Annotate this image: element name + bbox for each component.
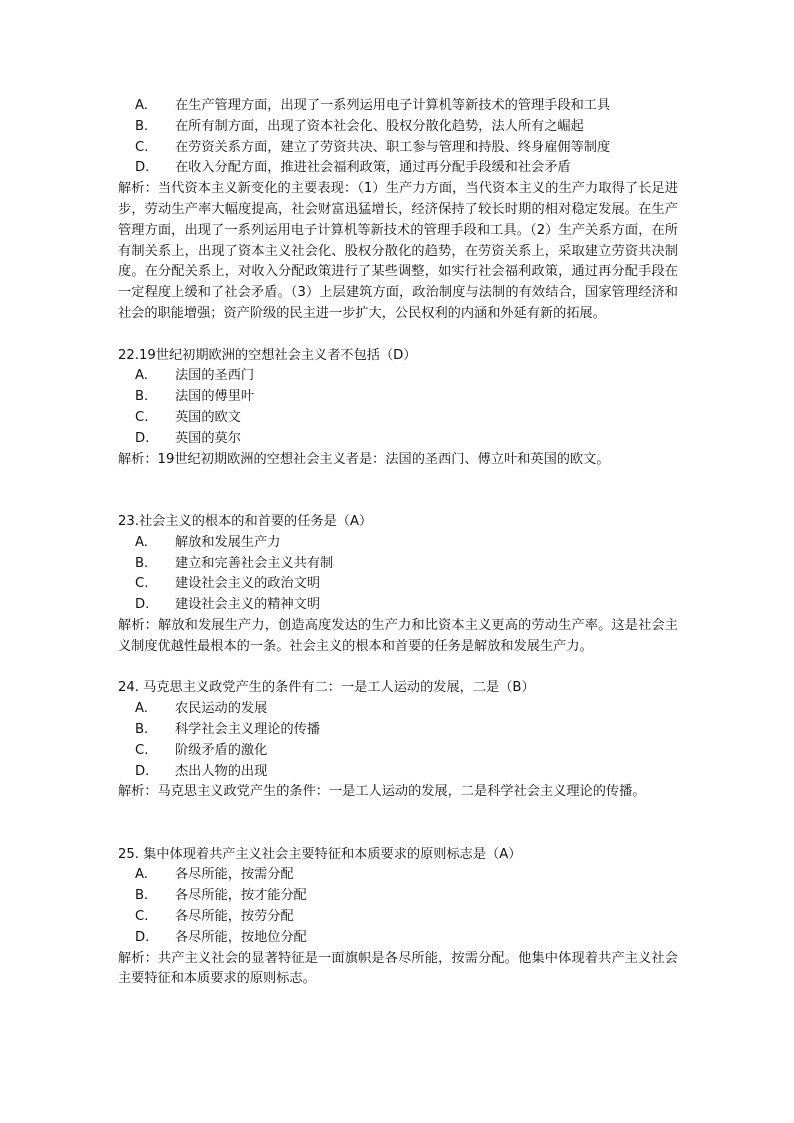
- question-text: 25. 集中体现着共产主义社会主要特征和本质要求的原则标志是（A）: [118, 846, 522, 862]
- option-text: 在生产管理方面，出现了一系列运用电子计算机等新技术的管理手段和工具: [175, 98, 611, 113]
- option-text: 各尽所能，按劳分配: [175, 909, 294, 925]
- option-a: [118, 699, 678, 720]
- option-c: [118, 138, 678, 159]
- option-letter: C.: [135, 909, 149, 925]
- option-letter: D.: [135, 430, 150, 446]
- question-text: 22.19世纪初期欧洲的空想社会主义者不包括（D）: [118, 347, 417, 363]
- option-letter: A.: [135, 368, 148, 384]
- question-22-block: [118, 346, 678, 471]
- option-text: 在劳资关系方面，建立了劳资共决、职工参与管理和持股、终身雇佣等制度: [175, 139, 611, 155]
- question-text: 24. 马克思主义政党产生的条件有二：一是工人运动的发展，二是（B）: [118, 680, 535, 696]
- option-letter: A.: [135, 534, 148, 550]
- option-text: 法国的圣西门: [175, 368, 255, 384]
- option-letter: B.: [135, 389, 149, 405]
- option-letter: C.: [135, 576, 149, 592]
- explanation: 解析：19世纪初期欧洲的空想社会主义者是：法国的圣西门、傅立叶和英国的欧文。: [118, 451, 610, 467]
- explanation: 解析：马克思主义政党产生的条件：一是工人运动的发展，二是科学社会主义理论的传播。: [118, 784, 646, 800]
- option-a: [118, 865, 678, 886]
- document-content: [118, 96, 678, 990]
- question-23-block: [118, 512, 678, 658]
- option-a: [118, 533, 678, 554]
- option-c: [118, 741, 678, 762]
- option-letter: A.: [135, 701, 148, 717]
- option-b: [118, 554, 678, 575]
- option-b: [118, 720, 678, 741]
- option-text: 各尽所能，按地位分配: [175, 929, 307, 945]
- option-text: 建立和完善社会主义共有制: [175, 555, 334, 571]
- option-d: [118, 429, 678, 450]
- option-letter: A.: [135, 98, 148, 113]
- option-letter: B.: [135, 555, 149, 571]
- question-21-block: [118, 96, 678, 325]
- option-c: [118, 574, 678, 595]
- option-text: 解放和发展生产力: [175, 534, 281, 550]
- option-d: [118, 595, 678, 616]
- option-letter: C.: [135, 139, 149, 155]
- option-letter: B.: [135, 721, 149, 737]
- option-d: [118, 158, 678, 179]
- spacer: [118, 470, 678, 512]
- option-b: [118, 117, 678, 138]
- option-text: 英国的莫尔: [175, 430, 241, 446]
- question-25-block: [118, 845, 678, 991]
- option-letter: D.: [135, 160, 150, 176]
- option-a: [118, 96, 678, 117]
- option-text: 在所有制方面，出现了资本社会化、股权分散化趋势，法人所有之崛起: [175, 118, 584, 134]
- option-text: 在收入分配方面，推进社会福利政策，通过再分配手段缓和社会矛盾: [175, 160, 571, 176]
- option-d: [118, 762, 678, 783]
- option-b: [118, 886, 678, 907]
- option-letter: A.: [135, 867, 148, 883]
- option-text: 英国的欧文: [175, 409, 241, 425]
- option-c: [118, 907, 678, 928]
- option-text: 各尽所能，按才能分配: [175, 888, 307, 904]
- spacer: [118, 658, 678, 679]
- option-text: 农民运动的发展: [175, 701, 268, 717]
- option-text: 建设社会主义的政治文明: [175, 576, 321, 592]
- option-letter: D.: [135, 763, 150, 779]
- option-text: 杰出人物的出现: [175, 763, 268, 779]
- option-text: 建设社会主义的精神文明: [175, 597, 321, 613]
- option-letter: C.: [135, 409, 149, 425]
- option-letter: B.: [135, 118, 149, 134]
- option-a: [118, 366, 678, 387]
- option-c: [118, 408, 678, 429]
- option-letter: D.: [135, 597, 150, 613]
- option-b: [118, 387, 678, 408]
- question-24-block: [118, 678, 678, 803]
- spacer: [118, 803, 678, 845]
- option-text: 阶级矛盾的激化: [175, 742, 268, 758]
- option-text: 各尽所能，按需分配: [175, 867, 294, 883]
- explanation: 解析：当代资本主义新变化的主要表现：（1）生产力方面，当代资本主义的生产力取得了长足进步，劳动生产率大幅度提高，社会财富迅猛增长，经济保持了较长时期的相对稳定发展。在生产管理方面，出现了一系列运用电子计算机等新技术的管理手段和工具。（2）生产关系方面，在所有制关系上，出现了资本主义社会化、股权分散化的趋势，在劳资关系上，采取建立劳资共决制度。在分配关系上，对收入分配政策进行了某些调整，如实行社会福利政策，通过再分配手段在一定程度上缓和了社会矛盾。（3）上层建筑方面，政治制度与法制的有效结合，国家管理经济和社会的职能增强；资产阶级的民主进一步扩大，公民权利的内涵和外延有新的拓展。: [118, 181, 678, 321]
- explanation: 解析：共产主义社会的显著特征是一面旗帜是各尽所能，按需分配。他集中体现着共产主义社会主要特征和本质要求的原则标志。: [118, 950, 678, 987]
- option-letter: C.: [135, 742, 149, 758]
- spacer: [118, 325, 678, 346]
- question-text: 23.社会主义的根本的和首要的任务是（A）: [118, 513, 373, 529]
- explanation: 解析：解放和发展生产力，创造高度发达的生产力和比资本主义更高的劳动生产率。这是社会主义制度优越性最根本的一条。社会主义的根本和首要的任务是解放和发展生产力。: [118, 617, 678, 654]
- option-letter: B.: [135, 888, 149, 904]
- option-letter: D.: [135, 929, 150, 945]
- option-text: 法国的傅里叶: [175, 389, 255, 405]
- option-d: [118, 928, 678, 949]
- option-text: 科学社会主义理论的传播: [175, 721, 321, 737]
